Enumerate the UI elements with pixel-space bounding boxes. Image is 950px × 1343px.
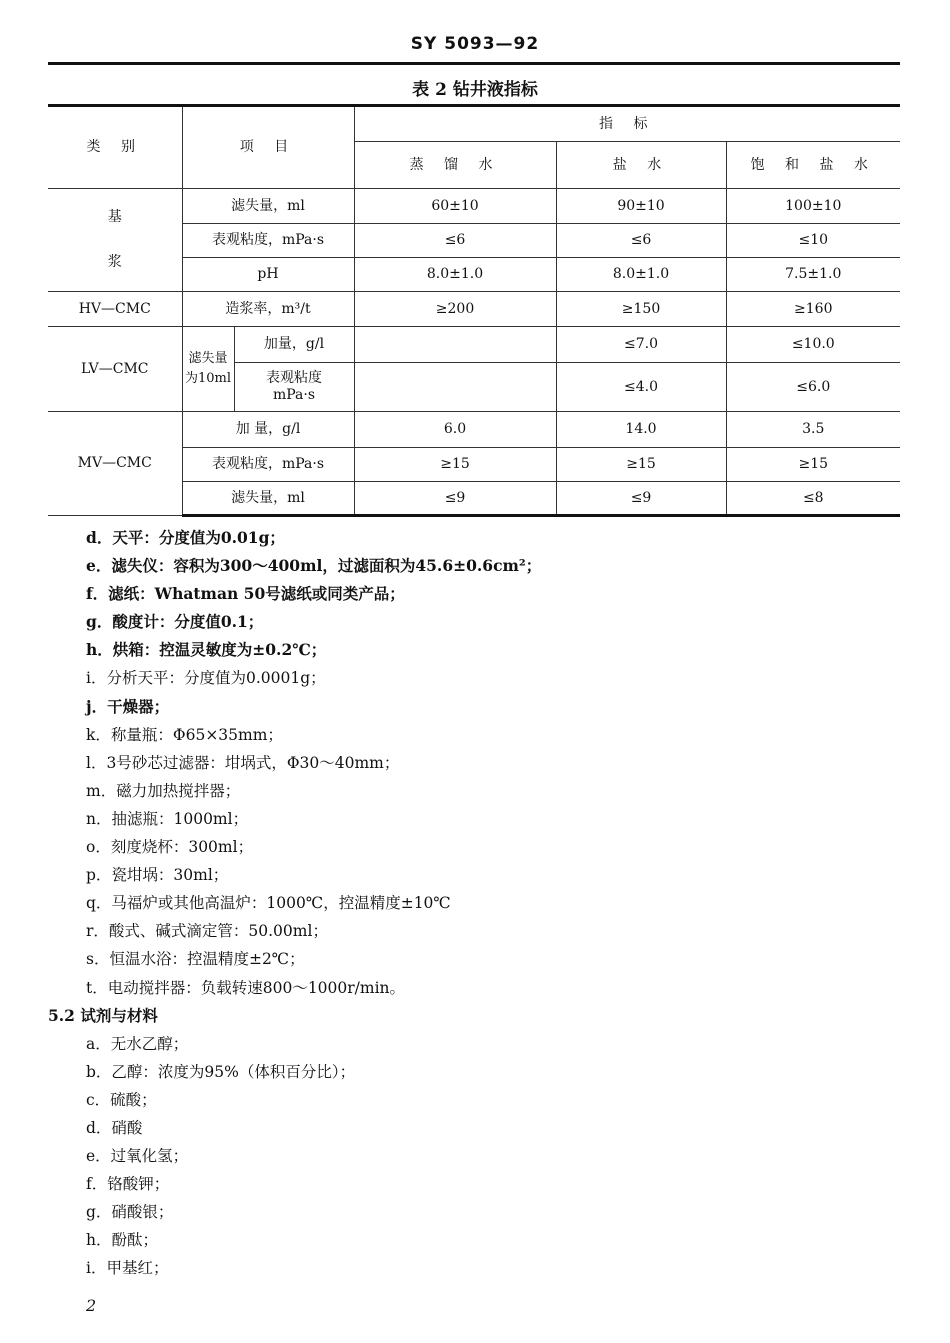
- equipment-item: k．称量瓶：Φ65×35mm；: [86, 725, 283, 744]
- value-cell: 7.5±1.0: [726, 258, 900, 292]
- value-cell: ≥160: [726, 292, 900, 327]
- item-cell: 加量，g/l: [234, 327, 354, 363]
- header-rule: [48, 62, 900, 65]
- reagent-item: a．无水乙醇；: [86, 1034, 189, 1053]
- value-cell: ≤9: [354, 482, 556, 516]
- item-cell: 表观粘度，mPa·s: [182, 448, 354, 482]
- table-row: [48, 189, 900, 224]
- item-cell: 加 量，g/l: [182, 412, 354, 448]
- equipment-item: t．电动搅拌器：负载转速800～1000r/min。: [86, 978, 406, 997]
- equipment-item: m．磁力加热搅拌器；: [86, 781, 241, 800]
- equipment-item: e．滤失仪：容积为300～400ml，过滤面积为45.6±0.6cm²；: [86, 556, 542, 576]
- reagent-item: h．酚酞；: [86, 1231, 158, 1250]
- value-cell: ≤7.0: [556, 327, 726, 363]
- value-cell: [354, 363, 556, 412]
- value-cell: ≥15: [354, 448, 556, 482]
- item-cell: 表观粘度 mPa·s: [234, 363, 354, 412]
- header-item: 项 目: [182, 106, 354, 189]
- item-cell: 表观粘度，mPa·s: [182, 224, 354, 258]
- value-cell: 8.0±1.0: [556, 258, 726, 292]
- value-cell: 14.0: [556, 412, 726, 448]
- reagent-item: e．过氧化氢；: [86, 1147, 189, 1166]
- value-cell: ≤9: [556, 482, 726, 516]
- header-category: 类 别: [48, 106, 182, 189]
- value-cell: 100±10: [726, 189, 900, 224]
- value-cell: ≤4.0: [556, 363, 726, 412]
- table-row: [48, 292, 900, 327]
- value-cell: ≤6: [556, 224, 726, 258]
- item-cell: 造浆率，m³/t: [182, 292, 354, 327]
- equipment-item: j．干燥器；: [86, 696, 170, 716]
- table-row: [48, 412, 900, 448]
- value-cell: 6.0: [354, 412, 556, 448]
- value-cell: [354, 327, 556, 363]
- equipment-item: o．刻度烧杯：300ml；: [86, 838, 254, 857]
- lv-condition: 滤失量为10ml: [182, 327, 234, 412]
- item-cell: 滤失量，ml: [182, 189, 354, 224]
- category-mv-cmc: MV—CMC: [48, 412, 182, 516]
- equipment-item: l．3号砂芯过滤器：坩埚式，Φ30～40mm；: [86, 753, 400, 772]
- value-cell: ≥15: [726, 448, 900, 482]
- header-col-distilled-water: 蒸 馏 水: [354, 142, 556, 189]
- value-cell: ≤10.0: [726, 327, 900, 363]
- header-col-salt-water: 盐 水: [556, 142, 726, 189]
- equipment-item: n．抽滤瓶：1000ml；: [86, 809, 249, 828]
- equipment-item: r．酸式、碱式滴定管：50.00ml；: [86, 922, 328, 941]
- page-number: 2: [86, 1296, 97, 1315]
- drilling-fluid-spec-table: [48, 104, 900, 517]
- category-base-slurry: 基 浆: [48, 189, 182, 292]
- reagent-item: g．硝酸银；: [86, 1203, 174, 1222]
- reagent-item: f．铬酸钾；: [86, 1175, 170, 1194]
- value-cell: 8.0±1.0: [354, 258, 556, 292]
- body-text: [0, 524, 950, 1283]
- equipment-item: p．瓷坩埚：30ml；: [86, 866, 229, 885]
- value-cell: 60±10: [354, 189, 556, 224]
- value-cell: ≤10: [726, 224, 900, 258]
- header-index: 指 标: [354, 106, 900, 142]
- reagent-item: b．乙醇：浓度为95%（体积百分比）；: [86, 1062, 356, 1081]
- category-lv-cmc: LV—CMC: [48, 327, 182, 412]
- value-cell: ≥15: [556, 448, 726, 482]
- equipment-item: h．烘箱：控温灵敏度为±0.2℃；: [86, 640, 327, 660]
- value-cell: 90±10: [556, 189, 726, 224]
- equipment-item: f．滤纸：Whatman 50号滤纸或同类产品；: [86, 584, 405, 604]
- equipment-item: d．天平：分度值为0.01g；: [86, 528, 285, 547]
- reagent-item: d．硝酸: [86, 1118, 143, 1137]
- table-title: 表 2 钻井液指标: [412, 80, 538, 100]
- reagent-item: i．甲基红；: [86, 1259, 169, 1278]
- value-cell: ≤8: [726, 482, 900, 516]
- header-col-saturated-salt-water: 饱 和 盐 水: [726, 142, 900, 189]
- equipment-item: s．恒温水浴：控温精度±2℃；: [86, 950, 305, 969]
- value-cell: ≤6.0: [726, 363, 900, 412]
- category-hv-cmc: HV—CMC: [48, 292, 182, 327]
- equipment-item: i．分析天平：分度值为0.0001g；: [86, 669, 326, 688]
- equipment-item: q．马福炉或其他高温炉：1000℃，控温精度±10℃: [86, 894, 451, 913]
- section-heading: 5.2 试剂与材料: [48, 1005, 158, 1025]
- table-row: [48, 327, 900, 363]
- item-cell: 滤失量，ml: [182, 482, 354, 516]
- reagent-item: c．硫酸；: [86, 1090, 157, 1109]
- value-cell: ≥150: [556, 292, 726, 327]
- standard-number: SY 5093—92: [410, 34, 540, 54]
- value-cell: ≥200: [354, 292, 556, 327]
- value-cell: ≤6: [354, 224, 556, 258]
- equipment-item: g．酸度计：分度值0.1；: [86, 612, 264, 632]
- item-cell: pH: [182, 258, 354, 292]
- value-cell: 3.5: [726, 412, 900, 448]
